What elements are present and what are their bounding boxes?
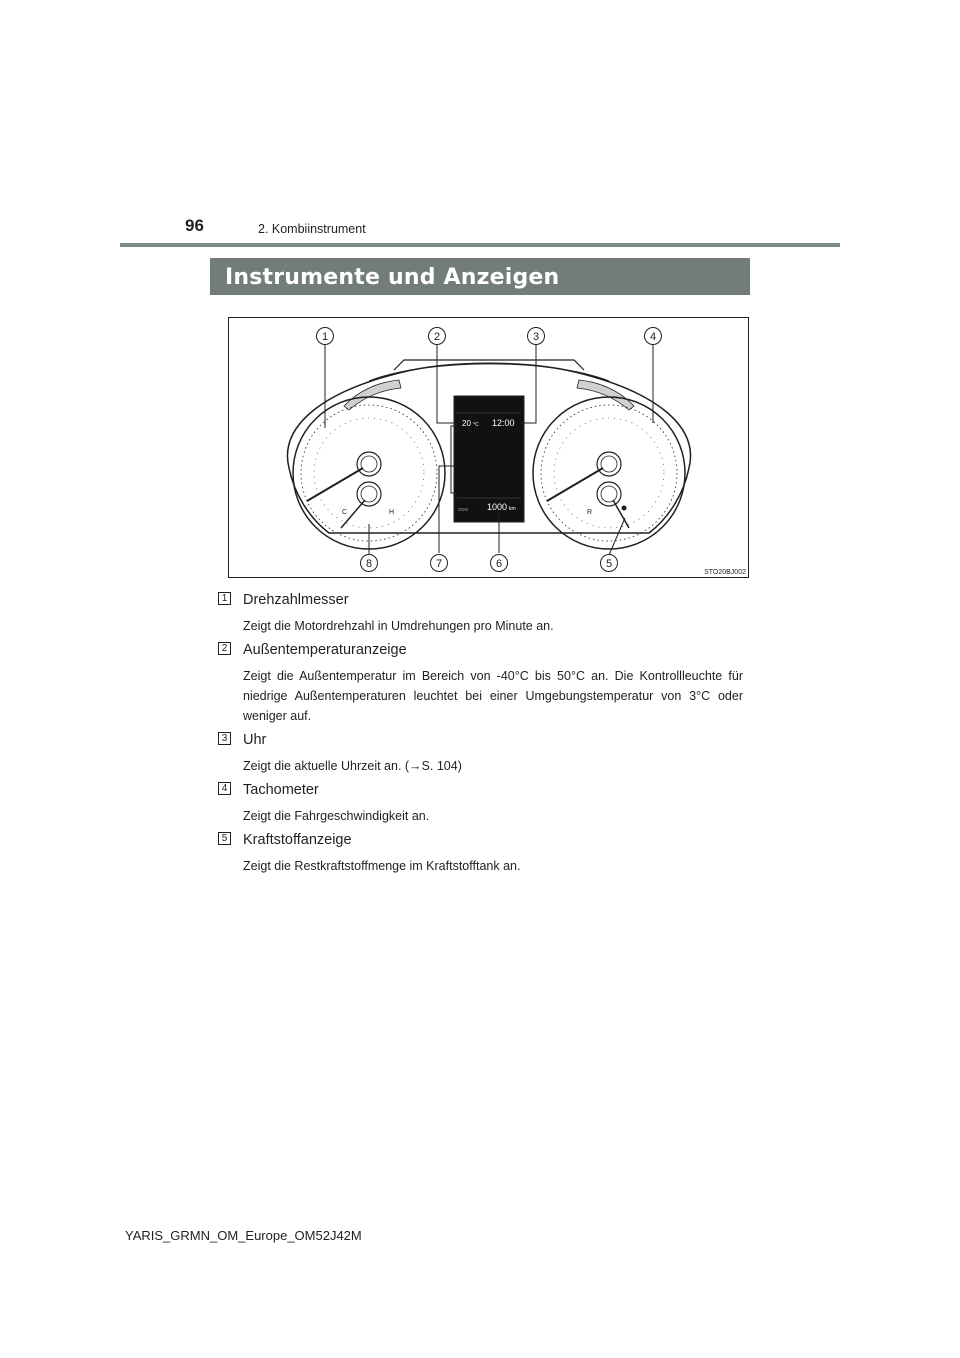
callout-3 [528, 328, 545, 345]
fuel-icon [622, 506, 627, 511]
display-temperature-unit: °C [473, 422, 479, 428]
svg-text:7: 7 [435, 558, 443, 570]
speed-needle [547, 468, 603, 501]
instrument-cluster-illustration [229, 318, 750, 579]
item-list [218, 590, 758, 880]
rpm-needle [307, 468, 363, 501]
list-item [218, 730, 758, 780]
callout-2 [429, 328, 446, 345]
item-title: Uhr [243, 732, 267, 748]
reserve-mark: R [587, 509, 593, 516]
hot-mark: H [389, 509, 395, 516]
svg-text:6: 6 [495, 558, 503, 570]
cold-mark: C [342, 509, 348, 516]
item-description: Zeigt die Außentemperatur im Bereich von -40°C bis 50°C an. Die Kontrollleuchte für niedrige Außentemperaturen leuchtet bei einer Umgebungstemperatur von 3°C oder weniger auf. [243, 669, 743, 723]
svg-text:3: 3 [532, 331, 540, 343]
svg-text:8: 8 [365, 558, 373, 570]
list-item [218, 780, 758, 830]
item-number: 3 [218, 732, 231, 745]
display-temperature: 20 [462, 419, 471, 428]
callout-6 [491, 555, 508, 572]
display-clock: 12:00 [492, 418, 515, 428]
left-accent [344, 380, 401, 410]
title-bar [210, 258, 750, 295]
item-number: 2 [218, 642, 231, 655]
list-item [218, 640, 758, 730]
svg-text:5: 5 [605, 558, 613, 570]
document-id: YARIS_GRMN_OM_Europe_OM52J42M [125, 1228, 362, 1243]
item-description: Zeigt die Restkraftstoffmenge im Kraftstofftank an. [243, 859, 521, 873]
item-title: Drehzahlmesser [243, 592, 349, 608]
display-odometer-unit: km [509, 506, 516, 512]
section-title: 2. Kombiinstrument [258, 222, 366, 236]
display-odo-label: ODO [458, 507, 469, 512]
svg-text:2: 2 [433, 331, 441, 343]
list-item [218, 830, 758, 880]
page-title: Instrumente und Anzeigen [225, 265, 560, 290]
instrument-figure [228, 317, 749, 578]
item-title: Kraftstoffanzeige [243, 832, 352, 848]
item-description: Zeigt die aktuelle Uhrzeit an. (→S. 104) [243, 759, 462, 773]
svg-text:1: 1 [321, 331, 329, 343]
cluster-hood [369, 364, 609, 381]
callout-8 [361, 555, 378, 572]
fuel-needle [613, 500, 629, 528]
item-number: 1 [218, 592, 231, 605]
item-title: Tachometer [243, 782, 319, 798]
figure-code: STO20BJ002 [704, 569, 746, 576]
item-description: Zeigt die Motordrehzahl in Umdrehungen pro Minute an. [243, 619, 554, 633]
callout-5 [601, 555, 618, 572]
item-description: Zeigt die Fahrgeschwindigkeit an. [243, 809, 430, 823]
callout-4 [645, 328, 662, 345]
callout-7 [431, 555, 448, 572]
item-number: 5 [218, 832, 231, 845]
display-odometer: 1000 [487, 502, 508, 512]
callout-1 [317, 328, 334, 345]
page-number: 96 [185, 216, 204, 235]
svg-text:4: 4 [649, 331, 657, 343]
header-rule [120, 243, 840, 247]
item-title: Außentemperaturanzeige [243, 642, 407, 658]
right-accent [577, 380, 634, 410]
item-number: 4 [218, 782, 231, 795]
list-item [218, 590, 758, 640]
